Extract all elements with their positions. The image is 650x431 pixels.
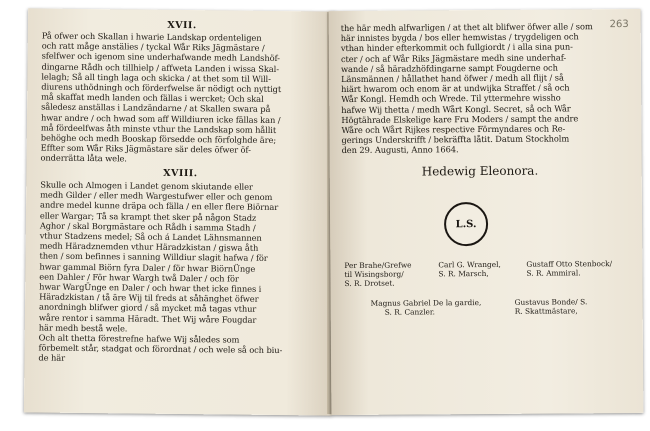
cosigner-5 [515, 297, 588, 316]
text-line: här innistes bygda / bos eller hemwistas / trygdeligen och [340, 31, 579, 44]
text-line: onderrätta låta wele. [40, 152, 127, 164]
seal-ls [444, 202, 488, 246]
text-line: här medh bestå wele. [38, 322, 128, 334]
text-line: dingarne Rådh och tillhielp / affweta Landen i wissa Skal- [41, 61, 280, 74]
text-line: Länsmännen / hållathet hand öfwer / medh all flijt / så [341, 72, 564, 85]
text-line: andre medel kunne dräpa och fälla / en eller flere Biörnar [40, 199, 279, 213]
cosigner-line: S. R. Marsch, [438, 268, 489, 279]
text-line: Häradzkistan / tå äre Wij til freds at såhänghet öfwer [39, 291, 259, 305]
text-line: Wår Kongl. Hemdh och Wrede. Til yttermehre wissho [341, 92, 561, 105]
text-line: den 29. Augusti, Anno 1664. [341, 144, 459, 156]
cosigner-1 [344, 261, 411, 288]
royal-signature: Hedewig Eleonora. [421, 163, 539, 179]
section-xvii-text [41, 31, 320, 167]
text-line: hiärt hwarom och enom är at undwijka Straffet / så och [341, 82, 570, 95]
text-line: Högtährade Elskelige kare Fru Moders / sampt the andre [341, 113, 579, 125]
cosigner-line: S. R. Canzler. [384, 307, 436, 317]
text-line: förbemelt står, stadgat och förordnat / och wele så och biu- [38, 342, 283, 356]
text-line: sfelfwer och igenom sine underhafwande medh Landshöf- [41, 50, 280, 64]
text-line: må fördeelfwas åth minste vthur the Landskap som hållit [40, 122, 277, 135]
text-line: cter / och af Wår Riks Jägmästare medh sine underhaf- [340, 52, 567, 64]
folio-number: 263 [609, 18, 629, 31]
text-line: then / som befinnes i sanning Willdiur slagit hafwa / för [39, 250, 268, 264]
text-line: vthan hinder efterkommit och fullgiordt / i alla sina pun- [340, 41, 573, 54]
text-line: medh Gilder / eller medh Wargestufwer eller och genom [40, 189, 273, 203]
text-line: behöghe och medh Booskap försedde och förfolghde äre; [40, 132, 277, 146]
text-line: lelagh; Så all tingh laga och skicka / at thet som til Will- [41, 71, 271, 84]
closing-text [340, 18, 632, 156]
cosigner-4 [371, 298, 482, 317]
text-line: de här [38, 352, 66, 364]
cosigner-line: Gustaff Otto Stenbock/ [526, 259, 613, 269]
text-line: må skaffat medh landen och fällas i wercket; Och skal [41, 91, 264, 105]
right-page [329, 9, 644, 415]
text-line: diurens uthödningh och förderfwelse är nödigt och nyttigt [41, 81, 282, 95]
left-page [24, 8, 336, 415]
text-line: På ofwer och Skallan i hwarie Landskap ordenteligen [41, 30, 262, 43]
text-line: såledesz anställas i Landzändarne / at Skallen swara på [41, 101, 271, 115]
cosigner-line: Carl G. Wrangel, [438, 259, 501, 270]
cosigner-line: S. R. Ammiral. [526, 268, 581, 278]
section-heading-xvii: XVII. [167, 19, 197, 32]
section-xviii-text [38, 180, 318, 367]
cosigner-line: Magnus Gabriel De la gardie, [370, 298, 482, 308]
text-line: gerings Underskrifft / bekräffta låtit. Datum Stockholm [341, 133, 570, 146]
cosigner-line: R. Skattmästare, [514, 306, 578, 316]
text-line: the här medh alfwarligen / at thet alt blifwer öfwer alle / som [340, 21, 593, 34]
text-line: hafwe Wij thetta / medh Wårt Kongl. Secret, så och Wår [341, 103, 571, 115]
cosigner-line: Per Brahe/Grefwe [344, 260, 412, 270]
text-line: Och alt thetta förestrefne hafwe Wij således som [38, 332, 240, 345]
text-line: Wåre och Wårt Rijkes respective Förmyndares och Re- [341, 123, 566, 136]
text-line: wande / så häradzhöfdingarne sampt Fougderne och [340, 62, 558, 74]
text-line: medh Häradznemden vthur Häradzkistan / giswa åth [39, 240, 259, 254]
text-line: hwar WargÜnge en Daler / och hwar thet icke finnes i [39, 281, 262, 294]
cosigner-2 [438, 260, 501, 278]
seal-label: L.S. [455, 218, 477, 230]
section-heading-xviii: XVIII. [163, 167, 198, 180]
text-line: wåre rentor i samma Häradt. Thet Wij wåre Fougdar [38, 312, 257, 325]
text-line: anordningh blifwer giord / så mycket må tagas vthur [38, 301, 257, 315]
text-line: och ratt måge anstälies / tyckal Wår Riks Jägmästare / [41, 40, 265, 54]
text-line: Effter som Wår Riks Jägmästare sär deles öfwer öf- [40, 142, 251, 155]
text-line: eller Wargar; Tå sa krampt thet sker på någon Stadz [39, 210, 257, 223]
text-line: Aghor / skal Borgmästare och Rådh i samma Stadh / [39, 220, 256, 233]
text-line: hwar gammal Biörn fyra Daler / för hwar BiörnÜnge [39, 261, 256, 274]
text-line: vthur Stadzens medel; Så och á Landet Lähnsmannen [39, 230, 262, 243]
cosigner-line: til Wisingsborg/ [344, 269, 404, 279]
text-line: een Dahler / För hwar Wargh twå Daler / och för [39, 271, 239, 284]
cosigner-3 [526, 259, 626, 278]
document-spread [6, 4, 644, 424]
text-line: hwar andre / och hwad som aff Willdiuren icke fällas kan / [40, 112, 281, 125]
cosigner-line: Gustavus Bonde/ S. [514, 297, 588, 307]
text-line: Skulle och Almogen i Landet genom skiutande eller [40, 179, 253, 192]
cosigner-line: S. R. Drotset. [344, 278, 395, 288]
